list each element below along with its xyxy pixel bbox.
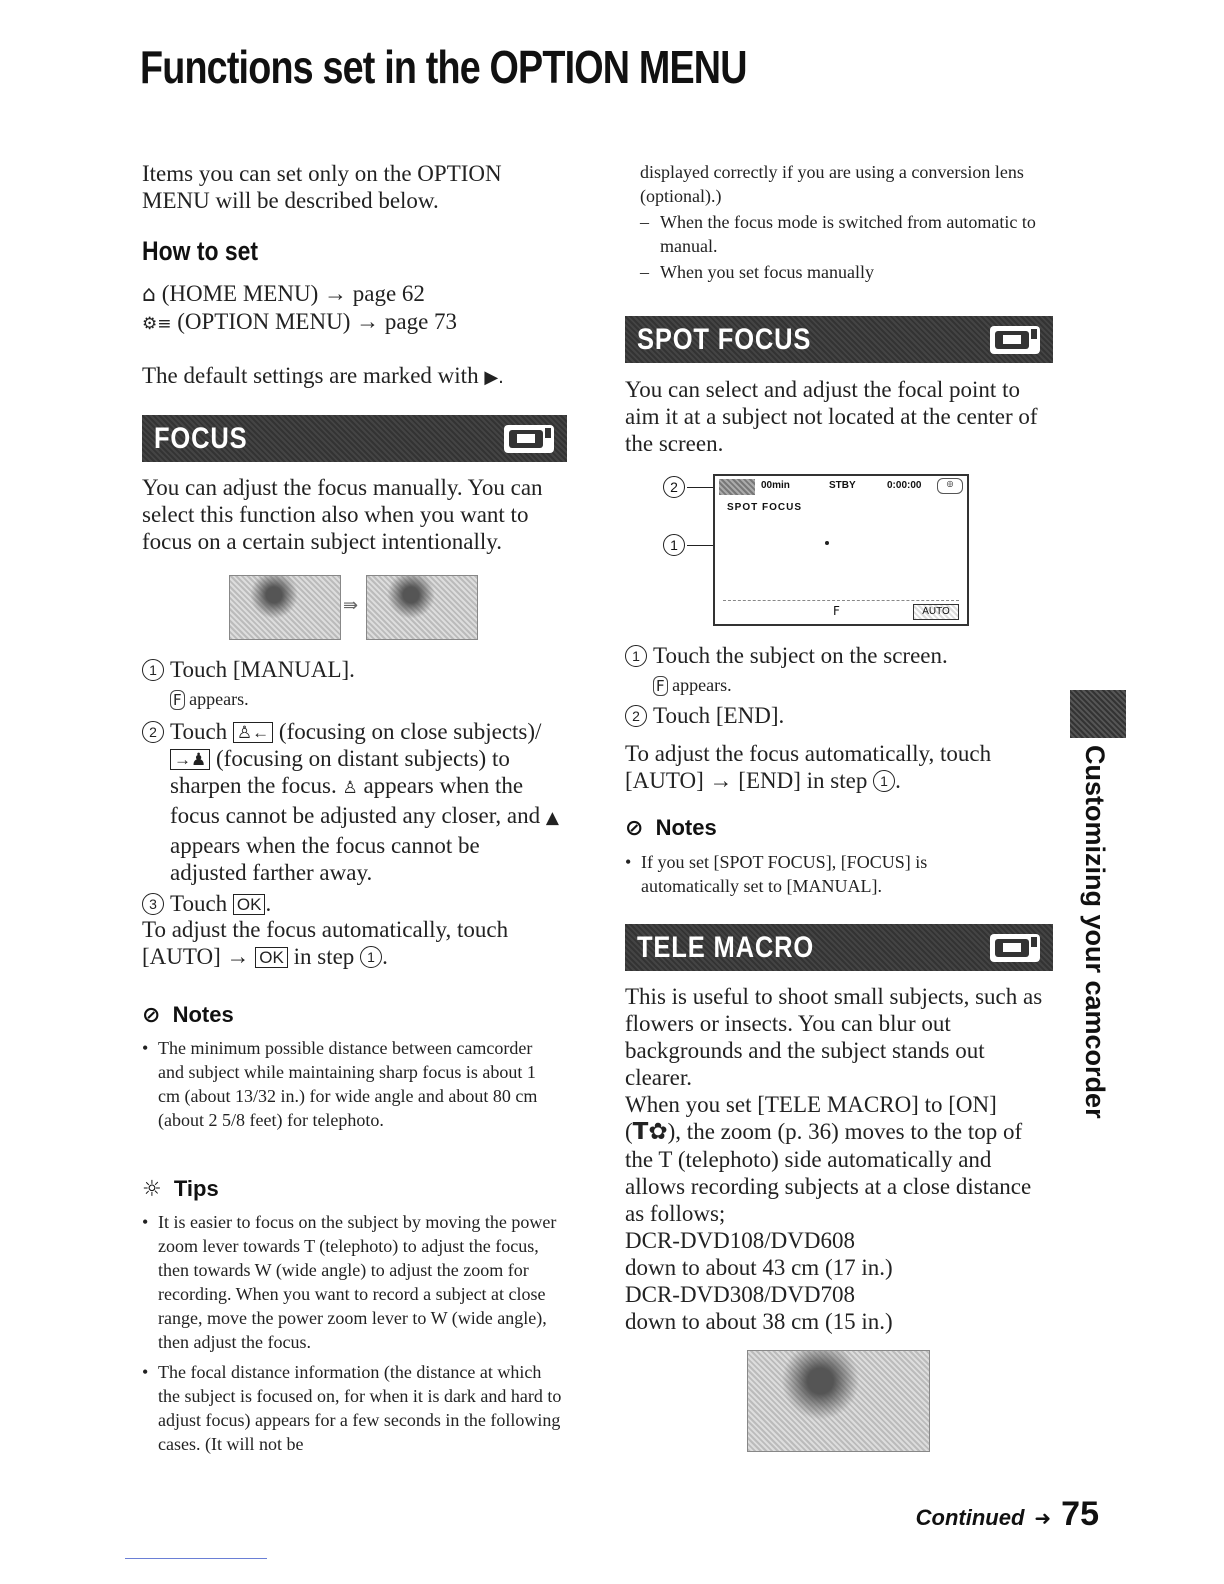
- step-text: Touch the subject on the screen.: [653, 643, 948, 668]
- tip-item: • It is easier to focus on the subject by moving the power zoom lever towards T (telephoto) to adjust the focus, then towards W (wide angle) to adjust the zoom for recording. When you want to record a subject at close range, move the power zoom lever to W (wide angle), then adjust the focus.: [142, 1210, 562, 1354]
- camera-mode-icon: [503, 422, 555, 455]
- page-number: 75: [1061, 1495, 1099, 1533]
- focus-step-2: [142, 718, 562, 886]
- far-focus-button-icon: →♟: [170, 749, 210, 770]
- screen-counter: 0:00:00: [887, 480, 922, 491]
- tele-macro-banner: [625, 924, 1053, 971]
- auto-text: To adjust the focus automatically, touch [AUTO]: [625, 741, 992, 793]
- step-text: appears when the focus cannot be adjusted farther away.: [170, 833, 480, 885]
- disc-icon: ◎: [937, 478, 963, 494]
- screen-status: STBY: [829, 480, 856, 491]
- right-top-continuation: [640, 160, 1060, 284]
- focus-description: You can adjust the focus manually. You can select this function also when you want to focus on a certain subject intentionally.: [142, 475, 543, 554]
- touch-point: [825, 541, 829, 545]
- auto-text: [END] in step: [738, 768, 868, 793]
- camera-mode-icon: [989, 931, 1041, 964]
- focus-tips-list: [142, 1210, 562, 1456]
- spot-notes-heading: [625, 815, 717, 841]
- farthest-focus-icon: ▲: [545, 808, 559, 828]
- auto-button: AUTO: [913, 604, 959, 620]
- step-text: (focusing on distant subjects) to sharpen the focus.: [170, 746, 510, 798]
- model-name: DCR-DVD108/DVD608: [625, 1228, 855, 1253]
- manual-focus-icon: F: [170, 690, 185, 710]
- arrow-right-icon: →: [356, 309, 380, 334]
- arrow-right-icon: →: [323, 281, 347, 306]
- step-number: 3: [142, 893, 164, 915]
- tips-heading-text: Tips: [173, 1176, 219, 1201]
- tip-text: It is easier to focus on the subject by moving the power zoom lever towards T (telephoto) to adjust the focus, then towards W (wide angle) to adjust the zoom for recording. When you want to record a subject at close range, move the power zoom lever to W (wide angle), then adjust the focus.: [158, 1212, 557, 1352]
- focus-step-3: 3 Touch OK .: [142, 890, 562, 917]
- spot-focus-banner-label: SPOT FOCUS: [637, 323, 812, 356]
- spot-focus-screen-illustration: [663, 474, 973, 629]
- auto-text: To adjust the focus automatically, touch [AUTO]: [142, 917, 509, 969]
- step-text: (focusing on close subjects)/: [278, 719, 542, 744]
- model-distance: down to about 43 cm (17 in.): [625, 1255, 893, 1280]
- focus-auto-line: To adjust the focus automatically, touch [AUTO] → OK in step 1 .: [142, 917, 509, 969]
- tele-macro-photo: [747, 1350, 930, 1452]
- spot-note-1: • If you set [SPOT FOCUS], [FOCUS] is automatically set to [MANUAL].: [625, 850, 1025, 898]
- close-focus-button-icon: ♙←: [233, 722, 273, 743]
- screen-title: SPOT FOCUS: [727, 502, 803, 513]
- focus-photo-before: [229, 575, 341, 640]
- default-marker-icon: ▶.: [484, 367, 504, 388]
- notes-heading-text: Notes: [655, 815, 717, 840]
- spot-step-2: [625, 702, 1045, 729]
- footer-rule: [125, 1558, 267, 1559]
- home-icon: ⌂: [142, 282, 156, 307]
- notes-heading-text: Notes: [172, 1002, 234, 1027]
- tip-text: The focal distance information (the distance at which the subject is focused on, for when it is dark and hard to adjust focus) appears for a few seconds in the following cases. (It will not be: [158, 1362, 562, 1454]
- screen-divider: [723, 600, 959, 601]
- section-tab-text: Customizing your camcorder: [1080, 745, 1110, 1119]
- home-menu-label: (HOME MENU): [161, 281, 319, 306]
- camera-mode-icon: [989, 323, 1041, 356]
- option-menu-page: page 73: [384, 309, 458, 334]
- default-note: [142, 362, 562, 391]
- option-menu-label: (OPTION MENU): [177, 309, 351, 334]
- case-item: – When you set focus manually: [640, 262, 874, 282]
- spot-step-1-sub: [625, 673, 1045, 698]
- note-text: If you set [SPOT FOCUS], [FOCUS] is automatically set to [MANUAL].: [641, 852, 928, 896]
- focus-step-1-sub: [142, 687, 562, 712]
- arrow-right-icon: ➜: [1034, 1506, 1052, 1530]
- callout-number: 1: [663, 534, 685, 556]
- tele-macro-desc: When you set [TELE MACRO] to [ON]: [625, 1092, 997, 1117]
- intro-text: Items you can set only on the OPTION MENU will be described below.: [142, 161, 502, 213]
- spot-focus-banner: [625, 316, 1053, 363]
- section-tab-marker: [1070, 690, 1126, 738]
- menu-button-icon: [719, 479, 755, 495]
- step-number: 1: [873, 770, 895, 792]
- step-text: Touch: [170, 719, 228, 744]
- focus-steps: [142, 656, 562, 917]
- focus-photo-after: [366, 575, 478, 640]
- model-name: DCR-DVD308/DVD708: [625, 1282, 855, 1307]
- spot-focus-steps: [625, 642, 1045, 729]
- tele-macro-desc: ), the zoom (p. 36) moves to the top of the T (telephoto) side automatically and allows recording subjects at a close distance as follows;: [625, 1119, 1032, 1226]
- tele-macro-banner-label: TELE MACRO: [637, 931, 815, 964]
- focus-banner-label: FOCUS: [154, 422, 248, 455]
- lcd-screen: [713, 474, 969, 626]
- focus-tips-heading: [142, 1176, 219, 1202]
- section-tab-label: [1072, 745, 1122, 1119]
- callout-number: 2: [663, 476, 685, 498]
- tele-macro-text: This is useful to shoot small subjects, such as flowers or insects. You can blur out backgrounds and the subject stands out clearer. When you set [TELE MACRO] to [ON] (T✿), the zoom (p. 36) moves to the top of the T (telephoto) side automatically and allows recording subjects at a close distance as follows; DCR-DVD108/DVD608 down to about 43 cm (17 in.) DCR-DVD308/DVD708 down to about 38 cm (15 in.): [625, 983, 1050, 1335]
- manual-focus-icon: F: [653, 676, 668, 696]
- focus-notes-heading: [142, 1002, 234, 1028]
- continued-label: Continued: [915, 1505, 1025, 1530]
- continuation-text: displayed correctly if you are using a conversion lens (optional).): [640, 162, 1024, 206]
- step-text: Touch: [170, 891, 228, 916]
- default-note-text: The default settings are marked with: [142, 363, 479, 388]
- case-text: When you set focus manually: [660, 262, 874, 282]
- closest-focus-icon: ♙: [342, 778, 358, 798]
- tips-lightbulb-icon: ☼: [142, 1177, 162, 1202]
- notes-icon: ⊘: [625, 816, 644, 841]
- focus-note-1: • The minimum possible distance between camcorder and subject while maintaining sharp focus is about 1 cm (about 13/32 in.) for wide angle and about 80 cm (about 2 5/8 feet) for telephoto.: [142, 1036, 562, 1132]
- focus-banner: [142, 415, 567, 462]
- auto-text: in step: [293, 944, 355, 969]
- step-number: 1: [360, 946, 382, 968]
- step-text: Touch [MANUAL].: [170, 657, 355, 682]
- ok-button-icon: OK: [233, 894, 266, 915]
- screen-remaining-time: 00min: [761, 480, 790, 491]
- model-distance: down to about 38 cm (15 in.): [625, 1309, 893, 1334]
- how-to-set-lines: [142, 280, 562, 338]
- case-item: – When the focus mode is switched from automatic to manual.: [640, 210, 1060, 258]
- spot-step-1: [625, 642, 1045, 669]
- arrow-right-icon: →: [709, 768, 733, 793]
- step-sub-text: appears.: [189, 689, 249, 709]
- focus-step-1: [142, 656, 562, 683]
- note-text: The minimum possible distance between camcorder and subject while maintaining sharp focus is about 1 cm (about 13/32 in.) for wide angle and about 80 cm (about 2 5/8 feet) for telephoto.: [158, 1038, 538, 1130]
- step-number: 2: [142, 721, 164, 743]
- arrow-right-icon: ⇛: [343, 595, 359, 616]
- manual-focus-icon: F: [833, 604, 840, 618]
- case-text: When the focus mode is switched from automatic to manual.: [660, 212, 1036, 256]
- tele-macro-icon: T✿: [632, 1119, 668, 1145]
- page-footer: [916, 1495, 1099, 1534]
- step-number: 2: [625, 705, 647, 727]
- step-text: appears when the focus cannot be adjusted any closer, and: [170, 773, 541, 828]
- step-number: 1: [142, 659, 164, 681]
- step-text: Touch [END].: [653, 703, 785, 728]
- tele-macro-desc: This is useful to shoot small subjects, such as flowers or insects. You can blur out backgrounds and the subject stands out clearer.: [625, 984, 1043, 1090]
- home-menu-page: page 62: [352, 281, 425, 306]
- spot-focus-description: You can select and adjust the focal point to aim it at a subject not located at the center of the screen.: [625, 377, 1038, 456]
- step-number: 1: [625, 645, 647, 667]
- tip-item: • The focal distance information (the distance at which the subject is focused on, for when it is dark and hard to adjust focus) appears for a few seconds in the following cases. (It will not be: [142, 1362, 562, 1454]
- step-sub-text: appears.: [672, 675, 732, 695]
- ok-button-icon: OK: [255, 947, 288, 968]
- spot-auto-line: To adjust the focus automatically, touch [AUTO] → [END] in step 1 .: [625, 741, 992, 793]
- page-title: Functions set in the OPTION MENU: [140, 41, 747, 93]
- notes-icon: ⊘: [142, 1003, 161, 1028]
- how-to-set-heading: How to set: [142, 236, 259, 266]
- option-menu-icon: ⚙≡: [142, 314, 172, 334]
- arrow-right-icon: →: [226, 944, 250, 969]
